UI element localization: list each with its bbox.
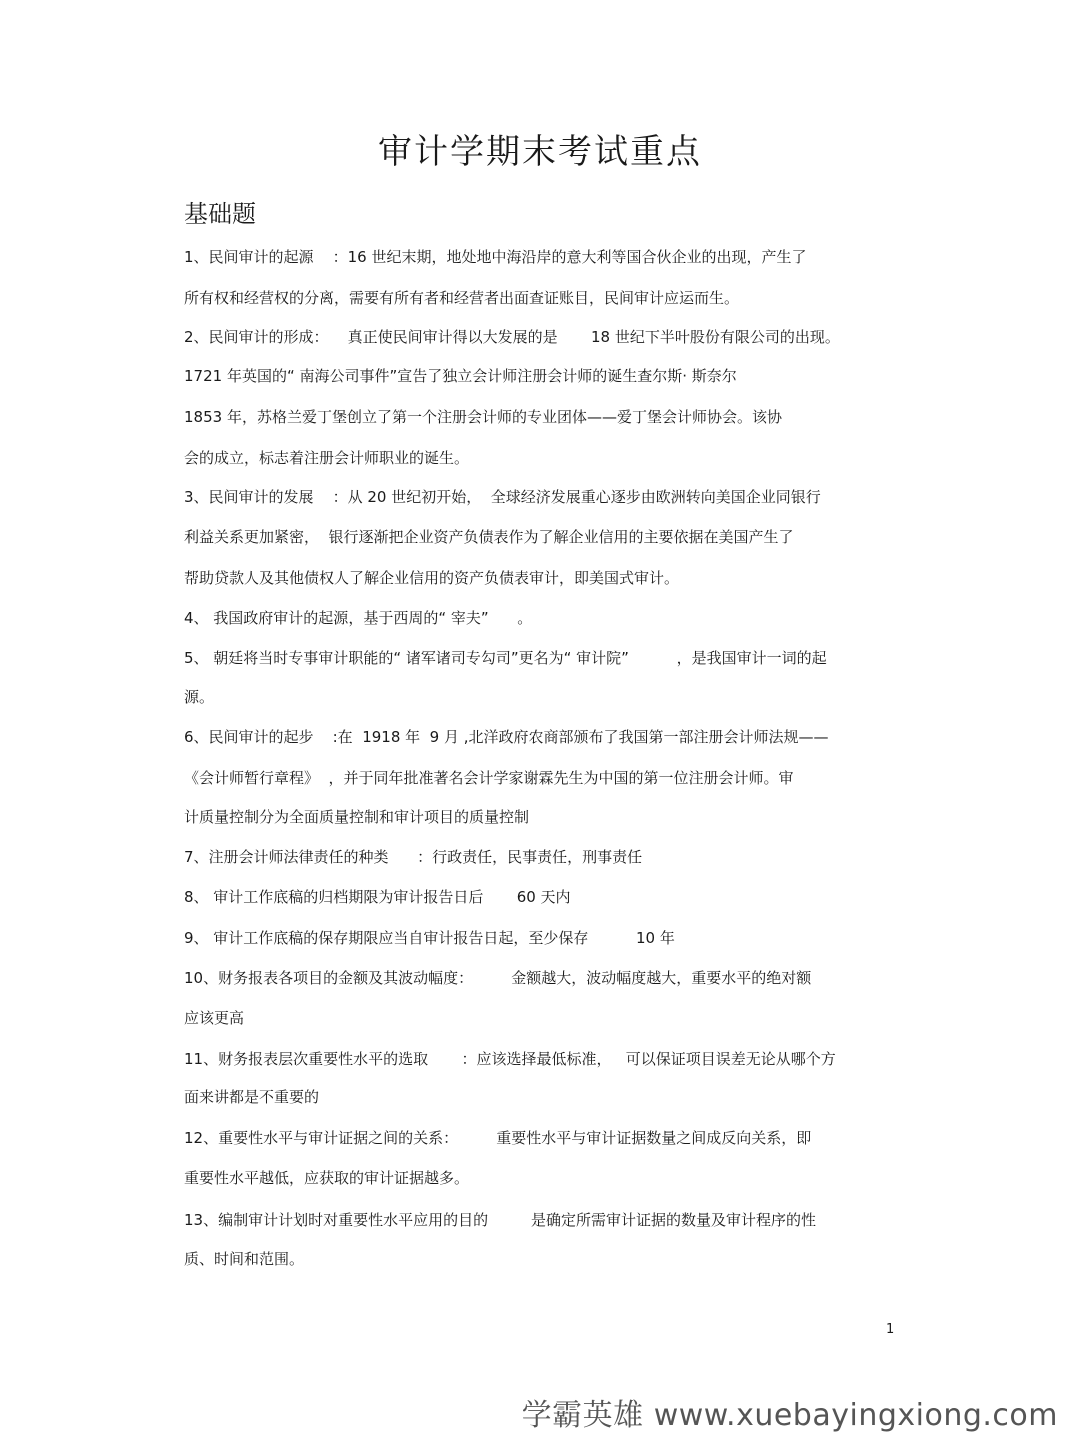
- page-title: 审计学期末考试重点: [378, 132, 702, 172]
- body-line: 重要性水平越低，应获取的审计证据越多。: [184, 1169, 470, 1187]
- body-line: 13、编制审计计划时对重要性水平应用的目的 是确定所需审计证据的数量及审计程序的性: [184, 1211, 817, 1229]
- body-line: 3、民间审计的发展 ：从 20 世纪初开始， 全球经济发展重心逐步由欧洲转向美国企业同银行: [184, 488, 821, 506]
- body-line: 面来讲都是不重要的: [184, 1088, 320, 1106]
- body-line: 1853 年，苏格兰爱丁堡创立了第一个注册会计师的专业团体——爱丁堡会计师协会。该协: [184, 408, 782, 426]
- body-line: 质、时间和范围。: [184, 1250, 305, 1268]
- body-line: 12、重要性水平与审计证据之间的关系： 重要性水平与审计证据数量之间成反向关系，即: [184, 1129, 812, 1147]
- body-line: 2、民间审计的形成： 真正使民间审计得以大发展的是 18 世纪下半叶股份有限公司的出现。: [184, 328, 840, 346]
- body-line: 帮助贷款人及其他债权人了解企业信用的资产负债表审计，即美国式审计。: [184, 569, 680, 587]
- watermark: 学霸英雄 www.xuebayingxiong.com: [521, 1398, 1058, 1433]
- body-line: 1、民间审计的起源 ：16 世纪末期，地处地中海沿岸的意大利等国合伙企业的出现，产生了: [184, 248, 807, 266]
- body-line: 利益关系更加紧密， 银行逐渐把企业资产负债表作为了解企业信用的主要依据在美国产生了: [184, 528, 794, 546]
- section-heading: 基础题: [184, 200, 256, 228]
- body-line: 5、 朝廷将当时专事审计职能的“ 诸军诸司专勾司”更名为“ 审计院” ，是我国审计一词的起: [184, 649, 827, 667]
- body-line: 6、民间审计的起步 :在 1918 年 9 月 ,北洋政府农商部颁布了我国第一部注册会计师法规——: [184, 728, 829, 746]
- body-line: 1721 年英国的“ 南海公司事件”宣告了独立会计师注册会计师的诞生查尔斯· 斯奈尔: [184, 367, 737, 385]
- body-line: 计质量控制分为全面质量控制和审计项目的质量控制: [184, 808, 530, 826]
- body-line: 10、财务报表各项目的金额及其波动幅度： 金额越大，波动幅度越大，重要水平的绝对额: [184, 969, 812, 987]
- body-line: 应该更高: [184, 1009, 245, 1027]
- body-line: 8、 审计工作底稿的归档期限为审计报告日后 60 天内: [184, 888, 571, 906]
- body-line: 所有权和经营权的分离，需要有所有者和经营者出面查证账目，民间审计应运而生。: [184, 289, 740, 307]
- body-line: 7、注册会计师法律责任的种类 ：行政责任，民事责任，刑事责任: [184, 848, 643, 866]
- body-line: 会的成立，标志着注册会计师职业的诞生。: [184, 449, 470, 467]
- body-line: 9、 审计工作底稿的保存期限应当自审计报告日起，至少保存 10 年: [184, 929, 675, 947]
- body-line: 4、 我国政府审计的起源，基于西周的“ 宰夫” 。: [184, 609, 533, 627]
- body-line: 源。: [184, 688, 215, 706]
- page-number: 1: [886, 1322, 895, 1337]
- body-line: 11、财务报表层次重要性水平的选取 ：应该选择最低标准， 可以保证项目误差无论从哪个方: [184, 1050, 836, 1068]
- body-line: 《会计师暂行章程》 ，并于同年批准著名会计学家谢霖先生为中国的第一位注册会计师。审: [184, 769, 794, 787]
